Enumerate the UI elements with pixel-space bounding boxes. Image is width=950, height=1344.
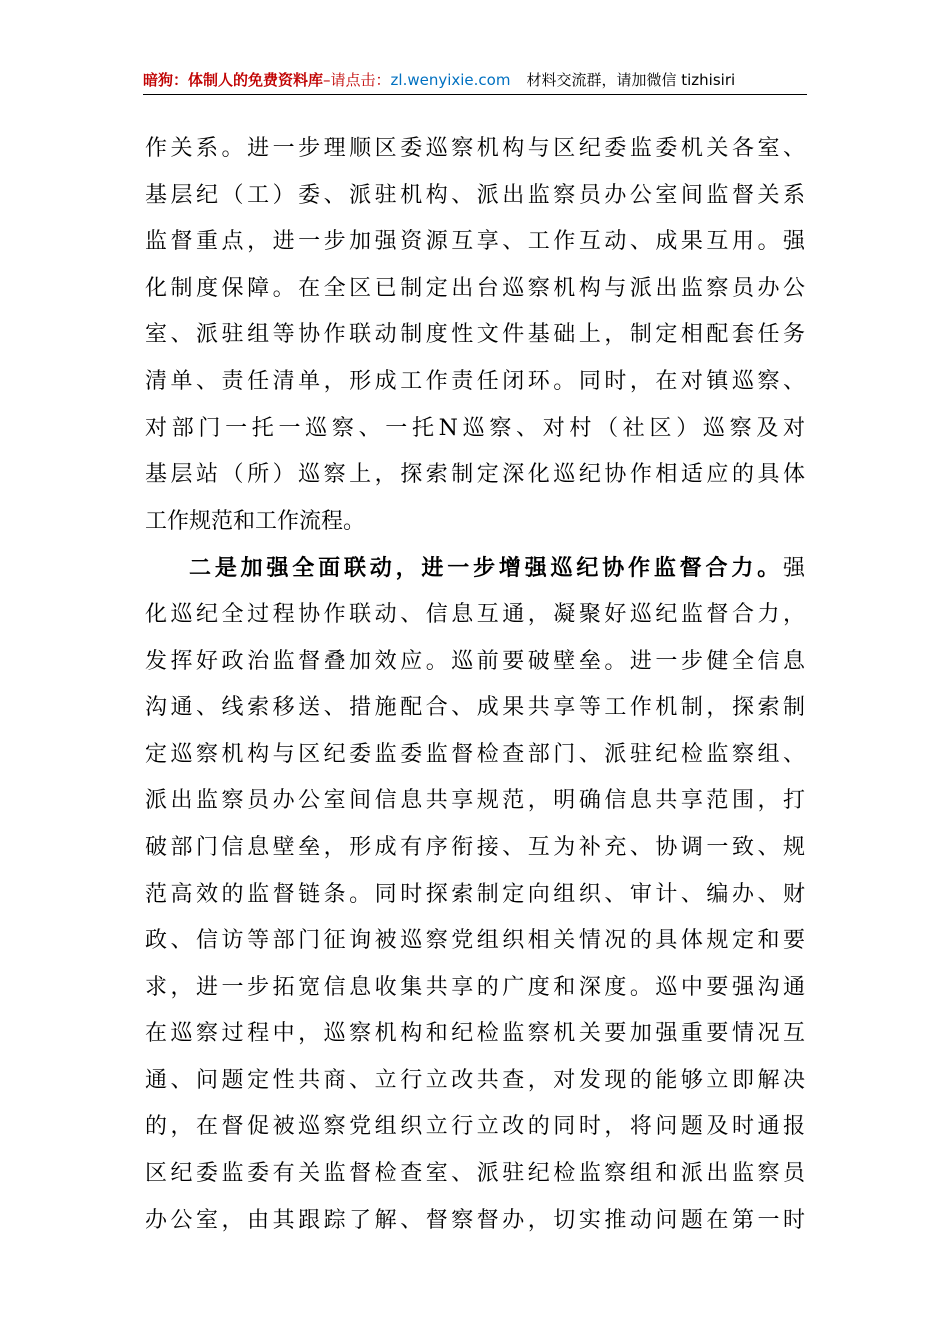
paragraph-heading: 二是加强全面联动，进一步增强巡纪协作监督合力。 <box>189 555 783 582</box>
text-line: 沟通、线索移送、措施配合、成果共享等工作机制，探索制 <box>145 695 805 721</box>
text-line: 发挥好政治监督叠加效应。巡前要破壁垒。进一步健全信息 <box>145 648 805 674</box>
header-prompt: –请点击： <box>323 71 391 89</box>
text-line: 监督重点，进一步加强资源互享、工作互动、成果互用。强 <box>145 229 805 255</box>
text-line: 工作规范和工作流程。 <box>145 508 366 534</box>
text-line: 区纪委监委有关监督检查室、派驻纪检监察组和派出监察员 <box>145 1161 805 1187</box>
document-body <box>145 126 805 1244</box>
header-link[interactable]: zl.wenyixie.com <box>390 71 511 89</box>
text-line: 清单、责任清单，形成工作责任闭环。同时，在对镇巡察、 <box>145 368 805 394</box>
text-line: 范高效的监督链条。同时探索制定向组织、审计、编办、财 <box>145 881 805 907</box>
text-line: 破部门信息壁垒，形成有序衔接、互为补充、协调一致、规 <box>145 834 805 860</box>
heading-line-rest: 强 <box>782 556 805 582</box>
text-line: 基层站（所）巡察上，探索制定深化巡纪协作相适应的具体 <box>145 462 805 488</box>
text-line: 政、信访等部门征询被巡察党组织相关情况的具体规定和要 <box>145 928 805 954</box>
page-header <box>143 68 807 92</box>
text-line: 室、派驻组等协作联动制度性文件基础上，制定相配套任务 <box>145 322 805 348</box>
text-line: 的，在督促被巡察党组织立行立改的同时，将问题及时通报 <box>145 1114 805 1140</box>
text-line: 求，进一步拓宽信息收集共享的广度和深度。巡中要强沟通 <box>145 974 805 1000</box>
text-line: 办公室，由其跟踪了解、督察督办，切实推动问题在第一时 <box>145 1207 805 1233</box>
text-line: 化巡纪全过程协作联动、信息互通，凝聚好巡纪监督合力， <box>145 601 805 627</box>
text-line: 化制度保障。在全区已制定出台巡察机构与派出监察员办公 <box>145 275 805 301</box>
paragraph-heading-line <box>145 545 805 592</box>
text-line: 在巡察过程中，巡察机构和纪检监察机关要加强重要情况互 <box>145 1021 805 1047</box>
header-divider <box>143 94 807 95</box>
text-line: 对部门一托一巡察、一托N巡察、对村（社区）巡察及对 <box>145 415 805 441</box>
text-line: 定巡察机构与区纪委监委监督检查部门、派驻纪检监察组、 <box>145 741 805 767</box>
text-line: 派出监察员办公室间信息共享规范，明确信息共享范围，打 <box>145 788 805 814</box>
text-line: 基层纪（工）委、派驻机构、派出监察员办公室间监督关系 <box>145 182 805 208</box>
header-brand: 暗狗：体制人的免费资料库 <box>143 71 324 89</box>
text-line: 通、问题定性共商、立行立改共查，对发现的能够立即解决 <box>145 1067 805 1093</box>
header-contact: 材料交流群，请加微信 tizhisiri <box>526 71 736 89</box>
text-line: 作关系。进一步理顺区委巡察机构与区纪委监委机关各室、 <box>145 136 805 161</box>
